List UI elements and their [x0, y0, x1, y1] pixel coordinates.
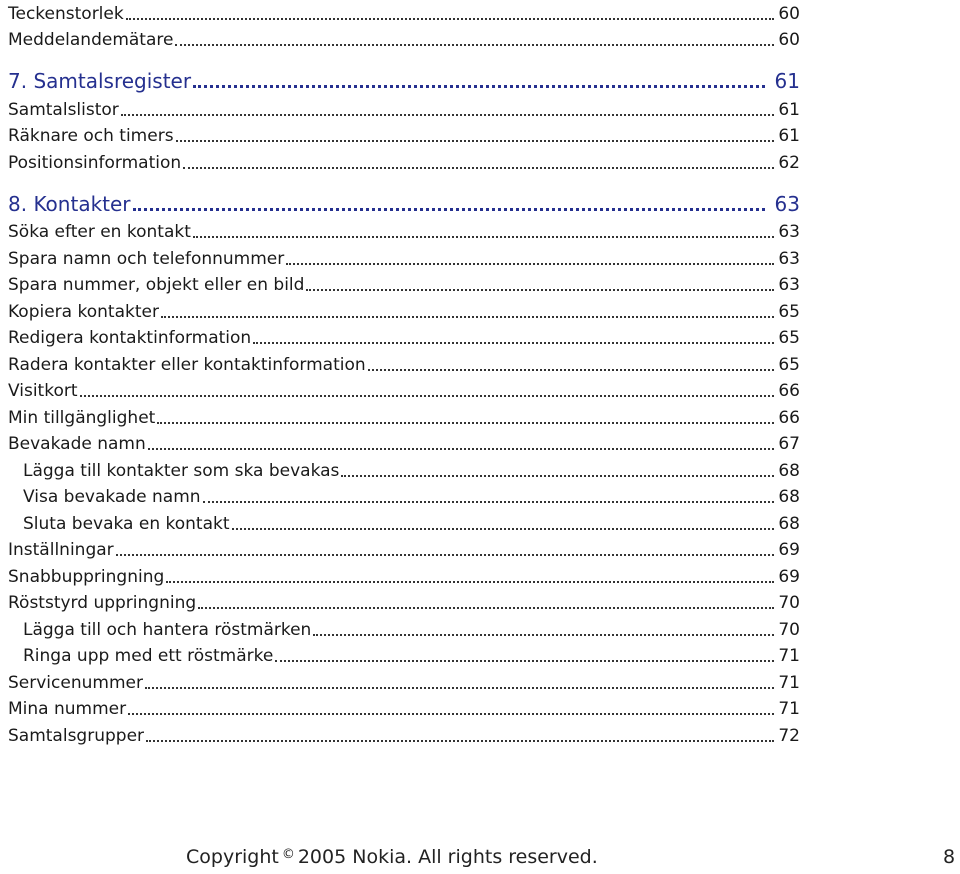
toc-chapter-entry[interactable]	[8, 50, 800, 93]
toc-entry-page: 65	[778, 328, 800, 348]
toc-entry-label: Samtalsgrupper	[8, 725, 145, 746]
toc-entry-label: Söka efter en kontakt	[8, 222, 191, 242]
toc-entry-page: 68	[778, 487, 800, 507]
toc-entry-label: Lägga till kontakter som ska bevakas	[23, 460, 340, 481]
dot-leader	[148, 448, 775, 450]
toc-entry[interactable]	[8, 587, 800, 614]
toc-entry-page: 63	[778, 275, 800, 295]
dot-leader	[133, 208, 765, 211]
copyright-text: 2005 Nokia. All rights reserved.	[297, 846, 598, 868]
toc-entry-label: Spara namn och telefonnummer	[8, 248, 285, 269]
toc-entry-page: 68	[778, 513, 800, 534]
dot-leader	[198, 607, 774, 609]
toc-entry-page: 66	[778, 407, 800, 428]
toc-entry[interactable]	[8, 666, 800, 693]
dot-leader	[126, 18, 775, 20]
dot-leader	[116, 554, 775, 556]
toc-entry-label: Mina nummer	[8, 699, 127, 719]
toc-entry[interactable]	[8, 269, 800, 296]
dot-leader	[183, 167, 774, 169]
toc-entry-page: 69	[778, 566, 800, 587]
toc-entry-page: 62	[778, 152, 800, 173]
toc-entry-page: 61	[778, 126, 800, 146]
copyright-symbol: ©	[281, 847, 295, 862]
toc-entry-page: 61	[778, 99, 800, 120]
table-of-contents	[8, 0, 800, 746]
toc-entry-label: Räknare och timers	[8, 126, 174, 146]
toc-entry-label: 8. Kontakter	[8, 191, 131, 216]
page-number: 8	[943, 846, 956, 868]
toc-entry[interactable]	[8, 613, 800, 640]
dot-leader	[161, 316, 774, 318]
toc-entry-page: 71	[778, 646, 800, 666]
dot-leader	[166, 581, 774, 583]
toc-entry[interactable]	[8, 295, 800, 322]
toc-entry-page: 60	[778, 3, 800, 24]
toc-entry-page: 72	[778, 725, 800, 746]
toc-entry-label: 7. Samtalsregister	[8, 69, 192, 93]
toc-entry-label: Snabbuppringning	[8, 566, 165, 587]
toc-entry[interactable]	[8, 0, 800, 24]
toc-entry-page: 65	[778, 354, 800, 375]
toc-entry[interactable]	[8, 242, 800, 269]
toc-entry[interactable]	[8, 120, 800, 147]
toc-entry[interactable]	[8, 481, 800, 508]
copyright-footer	[186, 846, 598, 868]
dot-leader	[286, 263, 774, 265]
toc-entry[interactable]	[8, 428, 800, 455]
toc-entry[interactable]	[8, 401, 800, 428]
toc-entry[interactable]	[8, 640, 800, 667]
toc-entry-page: 68	[778, 460, 800, 481]
copyright-word: Copyright	[186, 846, 279, 868]
toc-entry-page: 65	[778, 301, 800, 322]
toc-entry[interactable]	[8, 534, 800, 561]
toc-entry-label: Samtalslistor	[8, 99, 119, 120]
dot-leader	[275, 660, 774, 662]
toc-entry[interactable]	[8, 24, 800, 51]
toc-entry-label: Visa bevakade namn	[23, 487, 201, 507]
toc-entry-page: 60	[778, 30, 800, 50]
dot-leader	[157, 422, 774, 424]
toc-entry[interactable]	[8, 348, 800, 375]
dot-leader	[193, 236, 774, 238]
toc-entry[interactable]	[8, 507, 800, 534]
toc-entry-page: 63	[778, 248, 800, 269]
toc-entry-label: Redigera kontaktinformation	[8, 328, 252, 348]
toc-entry[interactable]	[8, 719, 800, 746]
toc-entry-label: Spara nummer, objekt eller en bild	[8, 275, 305, 295]
toc-entry-page: 70	[778, 619, 800, 640]
toc-entry[interactable]	[8, 322, 800, 349]
toc-entry-page: 66	[778, 381, 800, 401]
toc-entry-label: Sluta bevaka en kontakt	[23, 513, 230, 534]
toc-entry-label: Teckenstorlek	[8, 3, 124, 24]
dot-leader	[253, 342, 774, 344]
toc-entry-label: Servicenummer	[8, 672, 143, 693]
toc-entry[interactable]	[8, 454, 800, 481]
dot-leader	[176, 140, 775, 142]
dot-leader	[341, 475, 774, 477]
dot-leader	[313, 634, 774, 636]
toc-entry-page: 71	[778, 699, 800, 719]
dot-leader	[203, 501, 775, 503]
toc-entry-label: Min tillgänglighet	[8, 407, 156, 428]
toc-entry-page: 63	[774, 191, 800, 216]
toc-entry[interactable]	[8, 693, 800, 720]
toc-entry-label: Bevakade namn	[8, 434, 146, 454]
dot-leader	[175, 44, 774, 46]
toc-entry-label: Visitkort	[8, 381, 78, 401]
dot-leader	[193, 85, 764, 88]
toc-entry[interactable]	[8, 146, 800, 173]
toc-entry-label: Lägga till och hantera röstmärken	[23, 619, 312, 640]
dot-leader	[128, 713, 774, 715]
toc-entry-label: Kopiera kontakter	[8, 301, 159, 322]
dot-leader	[368, 369, 775, 371]
toc-entry-label: Meddelandemätare	[8, 30, 174, 50]
toc-entry[interactable]	[8, 375, 800, 402]
dot-leader	[80, 395, 775, 397]
toc-entry-label: Röststyrd uppringning	[8, 593, 197, 613]
dot-leader	[306, 289, 774, 291]
toc-entry-label: Radera kontakter eller kontaktinformation	[8, 354, 366, 375]
dot-leader	[145, 687, 774, 689]
toc-entry[interactable]	[8, 93, 800, 120]
toc-entry-page: 67	[778, 434, 800, 454]
toc-entry-page: 71	[778, 672, 800, 693]
toc-entry-label: Inställningar	[8, 540, 114, 560]
toc-entry[interactable]	[8, 560, 800, 587]
dot-leader	[232, 528, 775, 530]
dot-leader	[146, 740, 774, 742]
toc-entry-page: 63	[778, 222, 800, 242]
toc-entry-page: 61	[774, 69, 800, 93]
toc-chapter-entry[interactable]	[8, 173, 800, 216]
dot-leader	[121, 114, 775, 116]
toc-entry-page: 69	[778, 540, 800, 560]
toc-entry-label: Positionsinformation	[8, 152, 182, 173]
toc-entry-label: Ringa upp med ett röstmärke	[23, 646, 274, 666]
toc-entry[interactable]	[8, 216, 800, 243]
toc-entry-page: 70	[778, 593, 800, 613]
